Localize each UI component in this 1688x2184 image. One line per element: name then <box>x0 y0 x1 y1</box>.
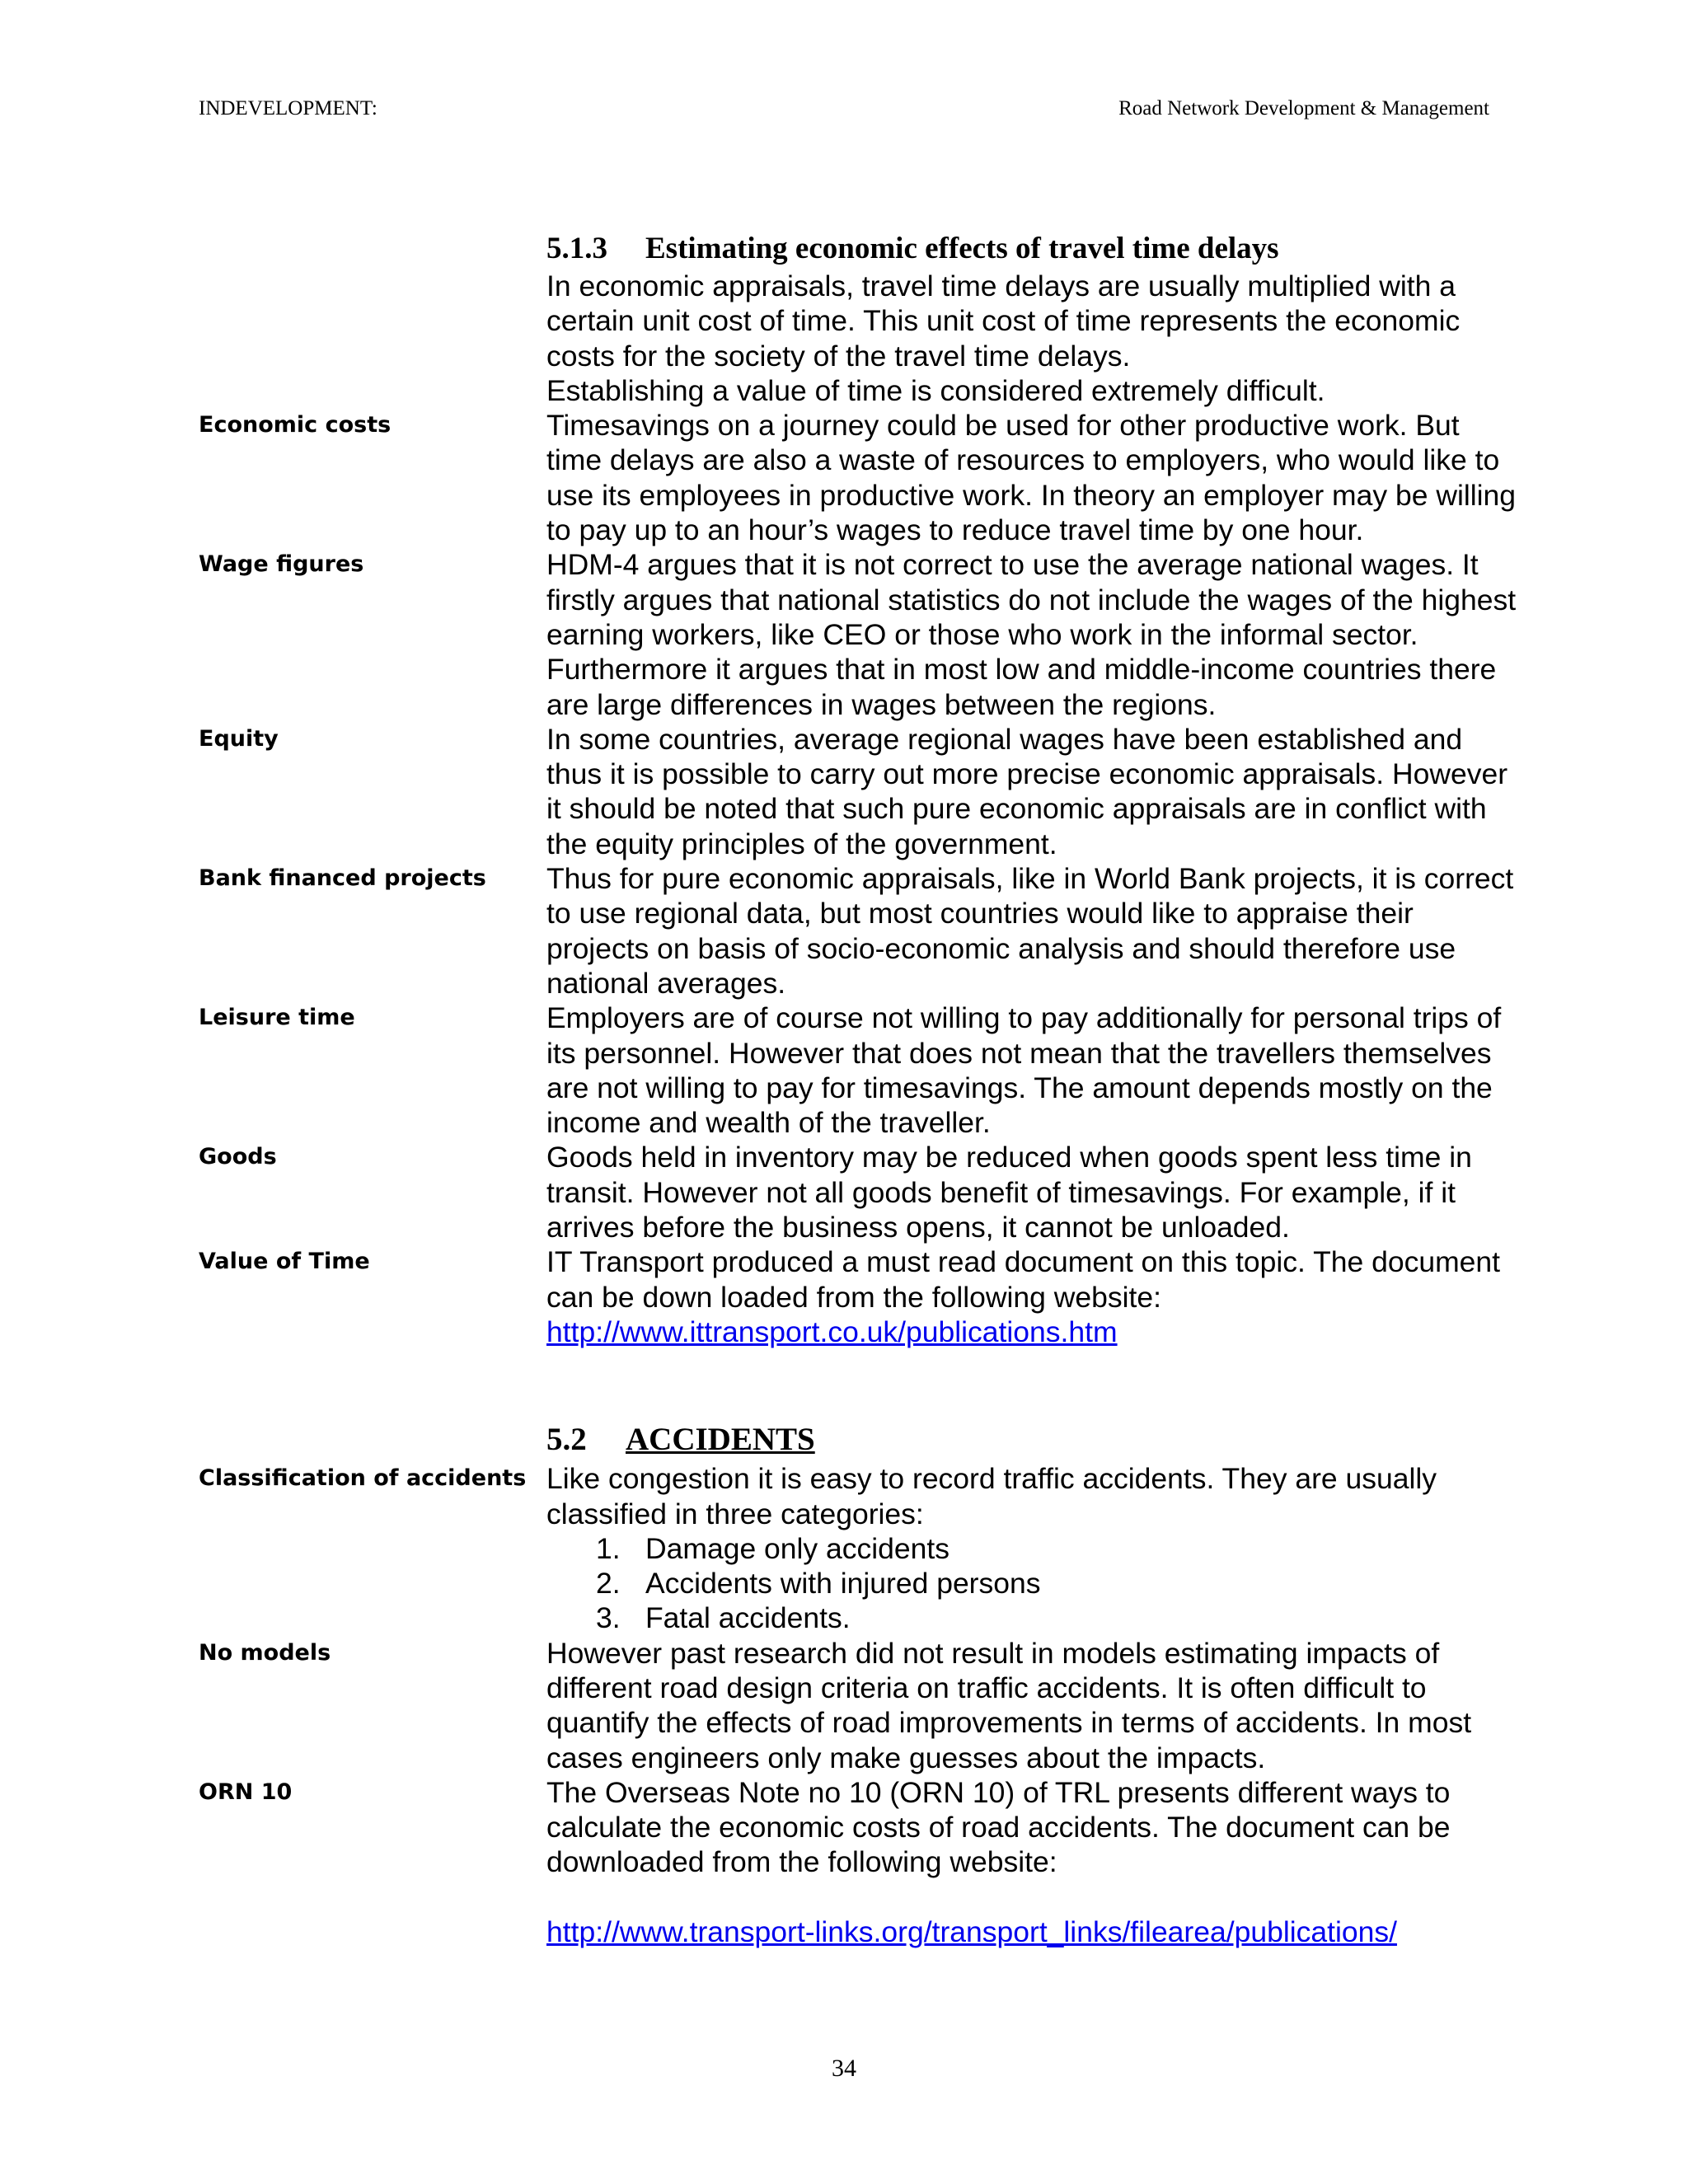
list-item-text: Accidents with injured persons <box>645 1567 1041 1601</box>
paragraph-text: However past research did not result in models estimating impacts of different road design criteria on traffic accidents. It is often difficult to quantify the effects of road improvements in terms of accidents. In most cases engineers only make guesses about the impacts. <box>546 1636 1472 1774</box>
ittransport-link[interactable]: http://www.ittransport.co.uk/publications.htm <box>546 1315 1118 1348</box>
page-content <box>199 229 1517 1949</box>
paragraph-text: IT Transport produced a must read document on this topic. The document can be down loaded from the following website: <box>546 1245 1501 1314</box>
list-item <box>546 1601 1519 1635</box>
margin-label: Economic costs <box>199 412 392 438</box>
row-equity <box>199 722 1517 861</box>
list-item <box>546 1531 1519 1566</box>
list-item-text: Fatal accidents. <box>645 1601 851 1635</box>
row-economic-costs <box>199 408 1517 547</box>
intro-text: In economic appraisals, travel time delays are usually multiplied with a certain unit cost of time. This unit cost of time represents the economic costs for the society of the travel time delays. <box>546 269 1461 373</box>
section-title: Estimating economic effects of travel time delays <box>645 232 1279 265</box>
page-number: 34 <box>832 2055 856 2082</box>
row-wage-figures <box>199 547 1517 721</box>
margin-label: Value of Time <box>199 1249 370 1275</box>
paragraph-text: Like congestion it is easy to record traffic accidents. They are usually classified in three categories: <box>546 1462 1437 1530</box>
list-number: 1. <box>596 1531 621 1565</box>
page-header <box>199 97 1489 130</box>
transport-links-link[interactable]: http://www.transport-links.org/transport_links/filearea/publications/ <box>546 1915 1397 1949</box>
header-right-text: Road Network Development & Management <box>1118 97 1489 120</box>
margin-label: Classification of accidents <box>199 1465 527 1492</box>
paragraph-text: Thus for pure economic appraisals, like in World Bank projects, it is correct to use regional data, but most countries would like to appraise their projects on basis of socio-economic analysis and should therefore use national averages. <box>546 862 1514 1000</box>
row-no-models <box>199 1636 1517 1775</box>
paragraph-text: The Overseas Note no 10 (ORN 10) of TRL presents different ways to calculate the economic costs of road accidents. The document can be downloaded from the following website: <box>546 1775 1451 1879</box>
margin-label: Goods <box>199 1144 277 1170</box>
row-value-of-time <box>199 1244 1517 1349</box>
paragraph-text: HDM-4 argues that it is not correct to use the average national wages. It firstly argues that national statistics do not include the wages of the highest earning workers, like CEO or those who work in the informal sector. Furthermore it argues that in most low and middle-income countries there are large differences in wages between the regions. <box>546 548 1517 721</box>
margin-label: Leisure time <box>199 1005 355 1031</box>
section-5-1-3 <box>199 229 1517 1349</box>
paragraph-text: Timesavings on a journey could be used for other productive work. But time delays are also a waste of resources to employers, who would like to use its employees in productive work. In theory an employer may be willing to pay up to an hour’s wages to reduce travel time by one hour. <box>546 409 1516 547</box>
paragraph-text: Employers are of course not willing to pay additionally for personal trips of its personnel. However that does not mean that the travellers themselves are not willing to pay for timesavings. The amount depends mostly on the income and wealth of the traveller. <box>546 1001 1502 1140</box>
section-5-2-heading <box>546 1418 1517 1461</box>
row-goods <box>199 1140 1517 1244</box>
section-number: 5.2 <box>546 1422 587 1458</box>
margin-label: Equity <box>199 725 279 752</box>
paragraph-text: Goods held in inventory may be reduced when goods spent less time in transit. However not all goods benefit of timesavings. For example, if it arrives before the business opens, it cannot be unloaded. <box>546 1141 1472 1244</box>
list-item-text: Damage only accidents <box>645 1531 950 1565</box>
margin-label: No models <box>199 1639 331 1666</box>
header-left-text: INDEVELOPMENT: <box>199 97 377 120</box>
list-number: 3. <box>596 1601 621 1635</box>
margin-label: Wage figures <box>199 551 364 578</box>
paragraph-text: In some countries, average regional wages have been established and thus it is possible to carry out more precise economic appraisals. However it should be noted that such pure economic appraisals are in conflict with the equity principles of the government. <box>546 722 1508 860</box>
accident-categories-list <box>546 1531 1519 1636</box>
row-bank-financed-projects <box>199 861 1517 1001</box>
margin-label: ORN 10 <box>199 1779 293 1805</box>
row-leisure-time <box>199 1001 1517 1140</box>
list-number: 2. <box>596 1567 621 1601</box>
section-number: 5.1.3 <box>546 232 607 265</box>
section-title: ACCIDENTS <box>626 1422 815 1458</box>
intro-paragraph <box>199 269 1517 408</box>
row-orn-10 <box>199 1775 1517 1949</box>
section-5-1-3-heading <box>546 229 1517 269</box>
intro-text-2: Establishing a value of time is considered extremely difficult. <box>546 373 1325 407</box>
margin-label: Bank financed projects <box>199 865 486 892</box>
section-spacer <box>199 1349 1517 1418</box>
list-item <box>546 1566 1519 1601</box>
blank-line <box>546 1880 1519 1915</box>
section-5-2 <box>199 1418 1517 1949</box>
row-classification-of-accidents <box>199 1461 1517 1635</box>
